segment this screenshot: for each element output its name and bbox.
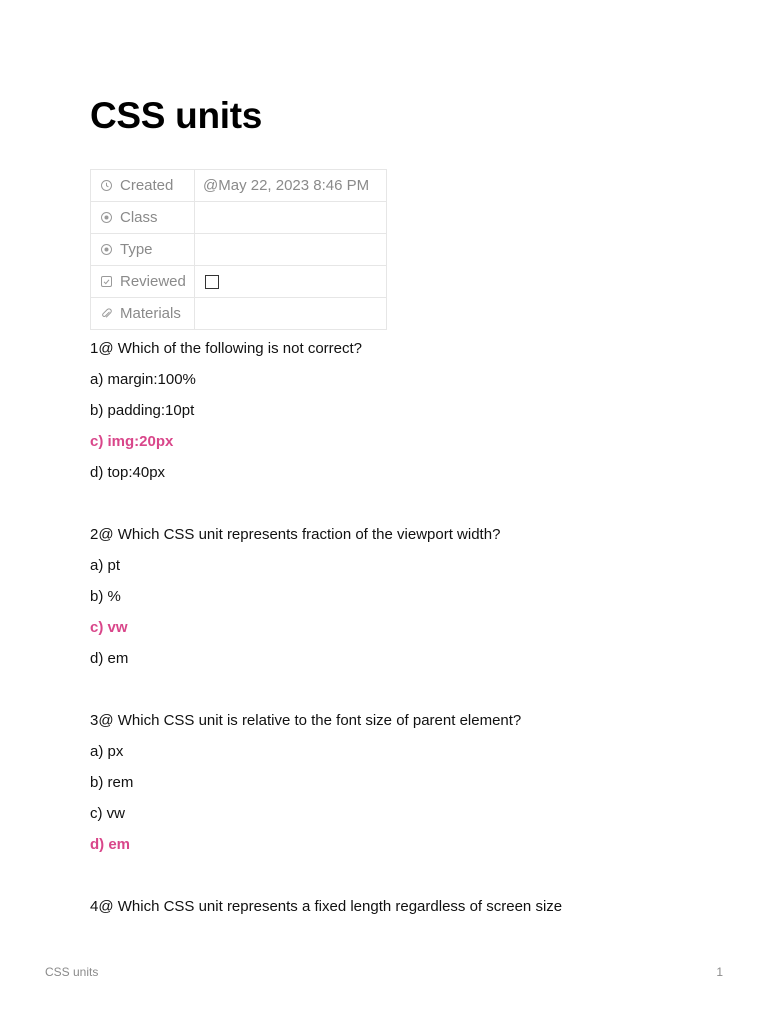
properties-table bbox=[90, 169, 387, 330]
question-1: 1@ Which of the following is not correct? bbox=[90, 340, 363, 357]
property-value-materials[interactable] bbox=[195, 298, 387, 330]
question-4: 4@ Which CSS unit represents a fixed length regardless of screen size bbox=[90, 898, 563, 915]
option-1d: d) top:40px bbox=[90, 464, 166, 481]
paperclip-icon bbox=[100, 307, 113, 320]
select-icon bbox=[100, 243, 113, 256]
option-1a: a) margin:100% bbox=[90, 371, 196, 388]
clock-icon bbox=[100, 179, 113, 192]
footer-title: CSS units bbox=[45, 965, 99, 979]
property-label-reviewed: Reviewed bbox=[120, 273, 186, 290]
option-2a: a) pt bbox=[90, 557, 121, 574]
select-icon bbox=[100, 211, 113, 224]
property-value-type[interactable] bbox=[195, 234, 387, 266]
property-value-created[interactable]: @May 22, 2023 8:46 PM bbox=[195, 170, 387, 202]
option-3d-correct: d) em bbox=[90, 836, 131, 853]
option-3a: a) px bbox=[90, 743, 124, 760]
option-2c-correct: c) vw bbox=[90, 619, 128, 636]
option-1c-correct: c) img:20px bbox=[90, 433, 174, 450]
spacer bbox=[90, 679, 710, 710]
page-title: CSS units bbox=[90, 95, 263, 136]
option-3c: c) vw bbox=[90, 805, 125, 822]
option-2b: b) % bbox=[90, 588, 121, 605]
property-row-class bbox=[91, 202, 387, 234]
reviewed-checkbox[interactable] bbox=[205, 275, 219, 289]
page-number: 1 bbox=[716, 965, 723, 979]
option-1b: b) padding:10pt bbox=[90, 402, 195, 419]
question-2: 2@ Which CSS unit represents fraction of the viewport width? bbox=[90, 526, 501, 543]
property-row-materials bbox=[91, 298, 387, 330]
property-label-class: Class bbox=[120, 209, 158, 226]
spacer bbox=[90, 865, 710, 896]
property-label-materials: Materials bbox=[120, 305, 181, 322]
property-row-created bbox=[91, 170, 387, 202]
option-3b: b) rem bbox=[90, 774, 134, 791]
property-row-reviewed bbox=[91, 266, 387, 298]
property-label-created: Created bbox=[120, 177, 174, 194]
checkbox-icon bbox=[100, 275, 113, 288]
spacer bbox=[90, 493, 710, 524]
option-2d: d) em bbox=[90, 650, 129, 667]
property-row-type bbox=[91, 234, 387, 266]
quiz-content bbox=[90, 338, 710, 927]
property-value-class[interactable] bbox=[195, 202, 387, 234]
question-3: 3@ Which CSS unit is relative to the font size of parent element? bbox=[90, 712, 522, 729]
property-label-type: Type bbox=[120, 241, 153, 258]
